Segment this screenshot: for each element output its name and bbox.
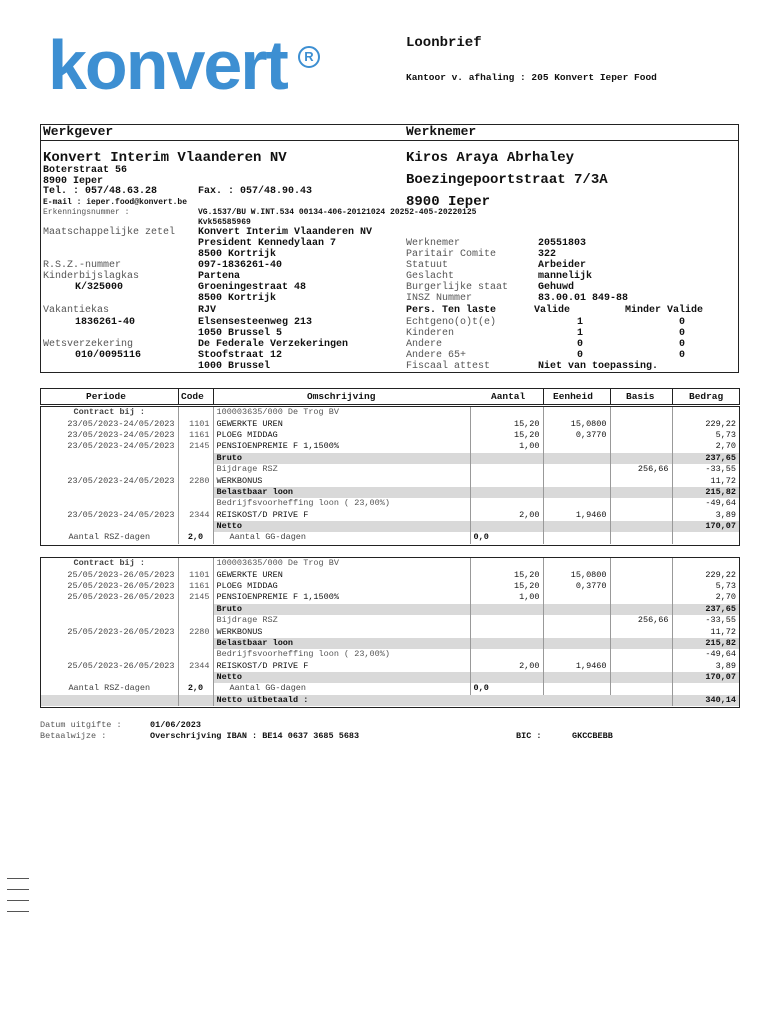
net-paid-row [41, 695, 739, 706]
table-row [41, 407, 739, 418]
quantity-cell [470, 498, 543, 509]
description-cell: REISKOST/D PRIVE F [213, 661, 470, 672]
period-cell [41, 638, 178, 649]
period-cell [41, 649, 178, 660]
dependent-label: Andere [406, 339, 443, 350]
code-cell: 1161 [178, 430, 213, 441]
col-header-unit: Eenheid [553, 391, 593, 402]
rsz-label: R.S.Z.-nummer [43, 260, 122, 271]
quantity-cell [470, 453, 543, 464]
unit-price-cell [543, 615, 610, 626]
quantity-cell [470, 626, 543, 637]
quantity-cell [470, 672, 543, 683]
period-cell: 25/05/2023-26/05/2023 [67, 580, 175, 591]
dependents-heading: Pers. Ten laste [406, 305, 497, 316]
dependent-valid-count: 0 [577, 350, 584, 361]
recognition-value-2: Kvk56585969 [198, 218, 251, 227]
unit-price-cell [543, 407, 610, 418]
table-row [41, 498, 739, 509]
quantity-cell [470, 475, 543, 486]
holiday-fund-street: Elsensesteenweg 213 [198, 317, 313, 328]
period-cell: 23/05/2023-24/05/2023 [67, 429, 175, 440]
base-cell [610, 510, 672, 521]
rsz-days-label: Aantal RSZ-dagen [68, 532, 151, 543]
days-row [41, 683, 739, 694]
unit-price-cell [543, 626, 610, 637]
code-cell: 1101 [178, 418, 213, 429]
fold-mark [7, 878, 29, 879]
employer-fax: Fax. : 057/48.90.43 [198, 186, 313, 197]
period-cell: 25/05/2023-26/05/2023 [67, 569, 175, 580]
empty-cell [470, 695, 543, 706]
period-cell: 25/05/2023-26/05/2023 [67, 660, 175, 671]
unit-price-cell: 0,3770 [543, 430, 610, 441]
code-cell [178, 453, 213, 464]
table-row [41, 626, 739, 637]
code-cell [178, 615, 213, 626]
table-row [41, 592, 739, 603]
empty-cell [543, 695, 610, 706]
employee-field-value: Gehuwd [538, 282, 575, 293]
table-row [41, 638, 739, 649]
amount-cell [672, 407, 739, 418]
description-cell: 100003635/000 De Trog BV [213, 558, 470, 569]
unit-price-cell [543, 487, 610, 498]
code-cell: 1161 [178, 581, 213, 592]
code-cell [178, 558, 213, 569]
description-cell: PLOEG MIDDAG [213, 430, 470, 441]
code-cell [178, 521, 213, 532]
period-cell [41, 615, 178, 626]
period-cell [41, 498, 178, 509]
table-row [41, 510, 739, 521]
empty-cell [672, 683, 739, 694]
employee-street: Boezingepoortstraat 7/3A [406, 172, 608, 188]
employer-tel: Tel. : 057/48.63.28 [43, 186, 158, 197]
amount-cell: 11,72 [672, 626, 739, 637]
quantity-cell [470, 649, 543, 660]
rsz-days-label: Aantal RSZ-dagen [68, 683, 151, 694]
quantity-cell: 2,00 [470, 661, 543, 672]
base-cell [610, 521, 672, 532]
dependent-label: Andere 65+ [406, 350, 467, 361]
quantity-cell [470, 615, 543, 626]
description-cell: Belastbaar loon [213, 487, 470, 498]
base-cell [610, 626, 672, 637]
insurance-name: De Federale Verzekeringen [198, 339, 349, 350]
employer-email: E-mail : ieper.food@konvert.be [43, 198, 188, 207]
quantity-cell [470, 521, 543, 532]
unit-price-cell [543, 498, 610, 509]
amount-cell: 170,07 [672, 521, 739, 532]
description-cell: PENSIOENPREMIE F 1,1500% [213, 441, 470, 452]
seat-label: Maatschappelijke zetel [43, 227, 176, 238]
child-allowance-city: 8500 Kortrijk [198, 293, 277, 304]
fiscal-value: Niet van toepassing. [538, 361, 659, 372]
col-header-description: Omschrijving [307, 391, 376, 402]
col-header-base: Basis [626, 391, 655, 402]
recognition-label: Erkenningsnummer : [43, 208, 130, 217]
net-paid-value: 340,14 [672, 695, 739, 706]
col-header-period: Periode [86, 391, 126, 402]
code-cell: 2344 [178, 510, 213, 521]
insurance-street: Stoofstraat 12 [198, 350, 283, 361]
col-header-amount: Bedrag [689, 391, 724, 402]
unit-price-cell [543, 649, 610, 660]
code-cell: 2280 [178, 475, 213, 486]
code-cell: 1101 [178, 569, 213, 580]
amount-cell: 229,22 [672, 418, 739, 429]
dependent-invalid-count: 0 [679, 350, 686, 361]
code-cell: 2145 [178, 441, 213, 452]
quantity-cell [470, 558, 543, 569]
child-allowance-street: Groeningestraat 48 [198, 282, 307, 293]
net-paid-label: Netto uitbetaald : [213, 695, 470, 706]
employee-field-value: 20551803 [538, 238, 587, 249]
amount-cell: 3,89 [672, 661, 739, 672]
table-row [41, 569, 739, 580]
dependent-valid-count: 0 [577, 339, 584, 350]
fold-mark [7, 900, 29, 901]
amount-cell: 2,70 [672, 592, 739, 603]
empty-cell [610, 532, 672, 543]
unit-price-cell [543, 441, 610, 452]
empty-cell [672, 532, 739, 543]
document-title: Loonbrief [406, 35, 482, 51]
issue-date-label: Datum uitgifte : [40, 720, 122, 730]
payslip-block [40, 406, 740, 546]
amount-cell [672, 558, 739, 569]
description-cell: Bedrijfsvoorheffing loon ( 23,00%) [213, 498, 470, 509]
registered-mark-icon: R [298, 46, 320, 68]
unit-price-cell [543, 521, 610, 532]
employee-field-label: INSZ Nummer [406, 293, 473, 304]
table-row [41, 453, 739, 464]
seat-name: Konvert Interim Vlaanderen NV [198, 227, 373, 238]
recognition-value: VG.1537/BU W.INT.534 00134-406-20121024 20252-405-20220125 [198, 208, 477, 217]
description-cell: Netto [213, 672, 470, 683]
quantity-cell: 15,20 [470, 569, 543, 580]
employee-field-value: mannelijk [538, 271, 593, 282]
period-cell [41, 487, 178, 498]
insurance-city: 1000 Brussel [198, 361, 271, 372]
employee-heading: Werknemer [406, 124, 477, 139]
employer-city: 8900 Ieper [43, 176, 104, 187]
base-cell [610, 638, 672, 649]
payment-method: Overschrijving IBAN : BE14 0637 3685 5683 [150, 731, 360, 741]
holiday-fund-name: RJV [198, 305, 217, 316]
period-cell [41, 672, 178, 683]
description-cell: Bruto [213, 604, 470, 615]
amount-cell: 3,89 [672, 510, 739, 521]
divider [41, 140, 738, 141]
unit-price-cell: 0,3770 [543, 581, 610, 592]
period-cell: 23/05/2023-24/05/2023 [67, 441, 175, 452]
empty-cell [610, 683, 672, 694]
fiscal-label: Fiscaal attest [406, 361, 491, 372]
description-cell: GEWERKTE UREN [213, 418, 470, 429]
child-allowance-name: Partena [198, 271, 241, 282]
employee-field-value: Arbeider [538, 260, 587, 271]
description-cell: REISKOST/D PRIVE F [213, 510, 470, 521]
amount-cell: -49,64 [672, 649, 739, 660]
unit-price-cell [543, 464, 610, 475]
quantity-cell: 1,00 [470, 592, 543, 603]
table-row [41, 487, 739, 498]
amount-cell: 11,72 [672, 475, 739, 486]
employer-name: Konvert Interim Vlaanderen NV [43, 150, 287, 166]
description-cell: PENSIOENPREMIE F 1,1500% [213, 592, 470, 603]
employee-field-value: 83.00.01 849-88 [538, 293, 629, 304]
col-header-quantity: Aantal [491, 391, 526, 402]
table-row [41, 558, 739, 569]
table-row [41, 615, 739, 626]
amount-cell: -33,55 [672, 615, 739, 626]
unit-price-cell [543, 453, 610, 464]
holiday-fund-city: 1050 Brussel 5 [198, 328, 283, 339]
seat-city: 8500 Kortrijk [198, 249, 277, 260]
empty-cell [610, 695, 672, 706]
unit-price-cell [543, 558, 610, 569]
quantity-cell [470, 604, 543, 615]
base-cell [610, 604, 672, 615]
dependent-invalid-count: 0 [679, 339, 686, 350]
base-cell [610, 418, 672, 429]
table-row [41, 464, 739, 475]
base-cell [610, 407, 672, 418]
amount-cell: 170,07 [672, 672, 739, 683]
fold-mark [7, 911, 29, 912]
unit-price-cell [543, 672, 610, 683]
amount-cell: 5,73 [672, 430, 739, 441]
code-cell [178, 498, 213, 509]
amount-cell: 237,65 [672, 604, 739, 615]
base-cell: 256,66 [610, 464, 672, 475]
code-cell [178, 464, 213, 475]
dependent-invalid-count: 0 [679, 317, 686, 328]
unit-price-cell: 1,9460 [543, 510, 610, 521]
code-cell [178, 638, 213, 649]
period-cell: 25/05/2023-26/05/2023 [67, 626, 175, 637]
code-cell [178, 604, 213, 615]
insurance-number: 010/0095116 [75, 350, 142, 361]
rsz-value: 097-1836261-40 [198, 260, 283, 271]
table-row [41, 672, 739, 683]
base-cell [610, 569, 672, 580]
base-cell [610, 558, 672, 569]
code-cell [178, 649, 213, 660]
employee-field-label: Statuut [406, 260, 449, 271]
quantity-cell [470, 464, 543, 475]
quantity-cell: 15,20 [470, 418, 543, 429]
dependent-invalid-count: 0 [679, 328, 686, 339]
period-cell [41, 521, 178, 532]
empty-cell [543, 532, 610, 543]
table-header [40, 388, 740, 405]
empty-cell [178, 695, 213, 706]
employee-city: 8900 Ieper [406, 194, 491, 210]
period-cell: 25/05/2023-26/05/2023 [67, 592, 175, 603]
employer-street: Boterstraat 56 [43, 165, 128, 176]
unit-price-cell: 1,9460 [543, 661, 610, 672]
period-cell [41, 464, 178, 475]
quantity-cell [470, 638, 543, 649]
base-cell [610, 649, 672, 660]
employee-name: Kiros Araya Abrhaley [406, 150, 575, 166]
code-cell: 2145 [178, 592, 213, 603]
table-row [41, 430, 739, 441]
description-cell: WERKBONUS [213, 475, 470, 486]
child-allowance-label: Kinderbijslagkas [43, 271, 140, 282]
description-cell: 100003635/000 De Trog BV [213, 407, 470, 418]
gg-days-label: Aantal GG-dagen [213, 532, 470, 543]
table-row [41, 475, 739, 486]
base-cell [610, 592, 672, 603]
code-cell: 2280 [178, 626, 213, 637]
seat-street: President Kennedylaan 7 [198, 238, 337, 249]
payslip-lines-table [41, 407, 739, 544]
dependent-valid-count: 1 [577, 328, 584, 339]
dependent-label: Echtgeno(o)t(e) [406, 317, 497, 328]
days-row [41, 532, 739, 543]
fold-mark [7, 889, 29, 890]
base-cell [610, 581, 672, 592]
period-cell: Contract bij : [73, 558, 145, 569]
dependents-valid-heading: Valide [534, 305, 571, 316]
period-cell: 23/05/2023-24/05/2023 [67, 509, 175, 520]
insurance-label: Wetsverzekering [43, 339, 134, 350]
amount-cell: -49,64 [672, 498, 739, 509]
unit-price-cell [543, 604, 610, 615]
quantity-cell: 2,00 [470, 510, 543, 521]
rsz-days-value: 2,0 [178, 532, 213, 543]
pickup-office: Kantoor v. afhaling : 205 Konvert Ieper Food [406, 72, 657, 83]
base-cell [610, 661, 672, 672]
amount-cell: 215,82 [672, 487, 739, 498]
period-cell: 23/05/2023-24/05/2023 [67, 475, 175, 486]
amount-cell: 237,65 [672, 453, 739, 464]
table-row [41, 521, 739, 532]
holiday-fund-label: Vakantiekas [43, 305, 110, 316]
table-row [41, 661, 739, 672]
base-cell [610, 487, 672, 498]
base-cell [610, 475, 672, 486]
code-cell [178, 672, 213, 683]
employee-field-label: Burgerlijke staat [406, 282, 509, 293]
table-row [41, 418, 739, 429]
unit-price-cell: 15,0800 [543, 569, 610, 580]
child-allowance-number: K/325000 [75, 282, 124, 293]
empty-cell [543, 683, 610, 694]
period-cell: 23/05/2023-24/05/2023 [67, 418, 175, 429]
code-cell [178, 487, 213, 498]
amount-cell: -33,55 [672, 464, 739, 475]
quantity-cell: 15,20 [470, 581, 543, 592]
payslip-block [40, 557, 740, 708]
unit-price-cell [543, 592, 610, 603]
employee-field-value: 322 [538, 249, 557, 260]
description-cell: Bijdrage RSZ [213, 615, 470, 626]
rsz-days-value: 2,0 [178, 683, 213, 694]
amount-cell: 229,22 [672, 569, 739, 580]
description-cell: GEWERKTE UREN [213, 569, 470, 580]
table-row [41, 441, 739, 452]
description-cell: WERKBONUS [213, 626, 470, 637]
period-cell: Contract bij : [73, 407, 145, 418]
amount-cell: 2,70 [672, 441, 739, 452]
description-cell: Bedrijfsvoorheffing loon ( 23,00%) [213, 649, 470, 660]
quantity-cell: 15,20 [470, 430, 543, 441]
table-row [41, 649, 739, 660]
base-cell [610, 672, 672, 683]
description-cell: Belastbaar loon [213, 638, 470, 649]
col-header-code: Code [181, 391, 204, 402]
quantity-cell: 1,00 [470, 441, 543, 452]
quantity-cell [470, 407, 543, 418]
employer-heading: Werkgever [43, 124, 114, 139]
issue-date: 01/06/2023 [150, 720, 202, 730]
description-cell: Bijdrage RSZ [213, 464, 470, 475]
description-cell: Bruto [213, 453, 470, 464]
period-cell [41, 453, 178, 464]
base-cell [610, 430, 672, 441]
base-cell [610, 441, 672, 452]
dependent-valid-count: 1 [577, 317, 584, 328]
employee-field-label: Werknemer [406, 238, 461, 249]
bic-value: GKCCBEBB [572, 731, 613, 741]
period-cell [41, 604, 178, 615]
base-cell: 256,66 [610, 615, 672, 626]
quantity-cell [470, 487, 543, 498]
dependent-label: Kinderen [406, 328, 455, 339]
company-logo: konvert [48, 26, 287, 104]
gg-days-label: Aantal GG-dagen [213, 683, 470, 694]
base-cell [610, 498, 672, 509]
payslip-lines-table [41, 558, 739, 706]
dependents-invalid-heading: Minder Valide [625, 305, 704, 316]
amount-cell: 5,73 [672, 581, 739, 592]
unit-price-cell [543, 638, 610, 649]
payment-method-label: Betaalwijze : [40, 731, 107, 741]
table-row [41, 604, 739, 615]
description-cell: PLOEG MIDDAG [213, 581, 470, 592]
table-row [41, 581, 739, 592]
holiday-fund-number: 1836261-40 [75, 317, 136, 328]
employee-field-label: Geslacht [406, 271, 455, 282]
base-cell [610, 453, 672, 464]
amount-cell: 215,82 [672, 638, 739, 649]
empty-cell [41, 695, 178, 706]
gg-days-value: 0,0 [470, 532, 543, 543]
bic-label: BIC : [516, 731, 542, 741]
gg-days-value: 0,0 [470, 683, 543, 694]
code-cell [178, 407, 213, 418]
unit-price-cell: 15,0800 [543, 418, 610, 429]
unit-price-cell [543, 475, 610, 486]
description-cell: Netto [213, 521, 470, 532]
employee-field-label: Paritair Comite [406, 249, 497, 260]
code-cell: 2344 [178, 661, 213, 672]
